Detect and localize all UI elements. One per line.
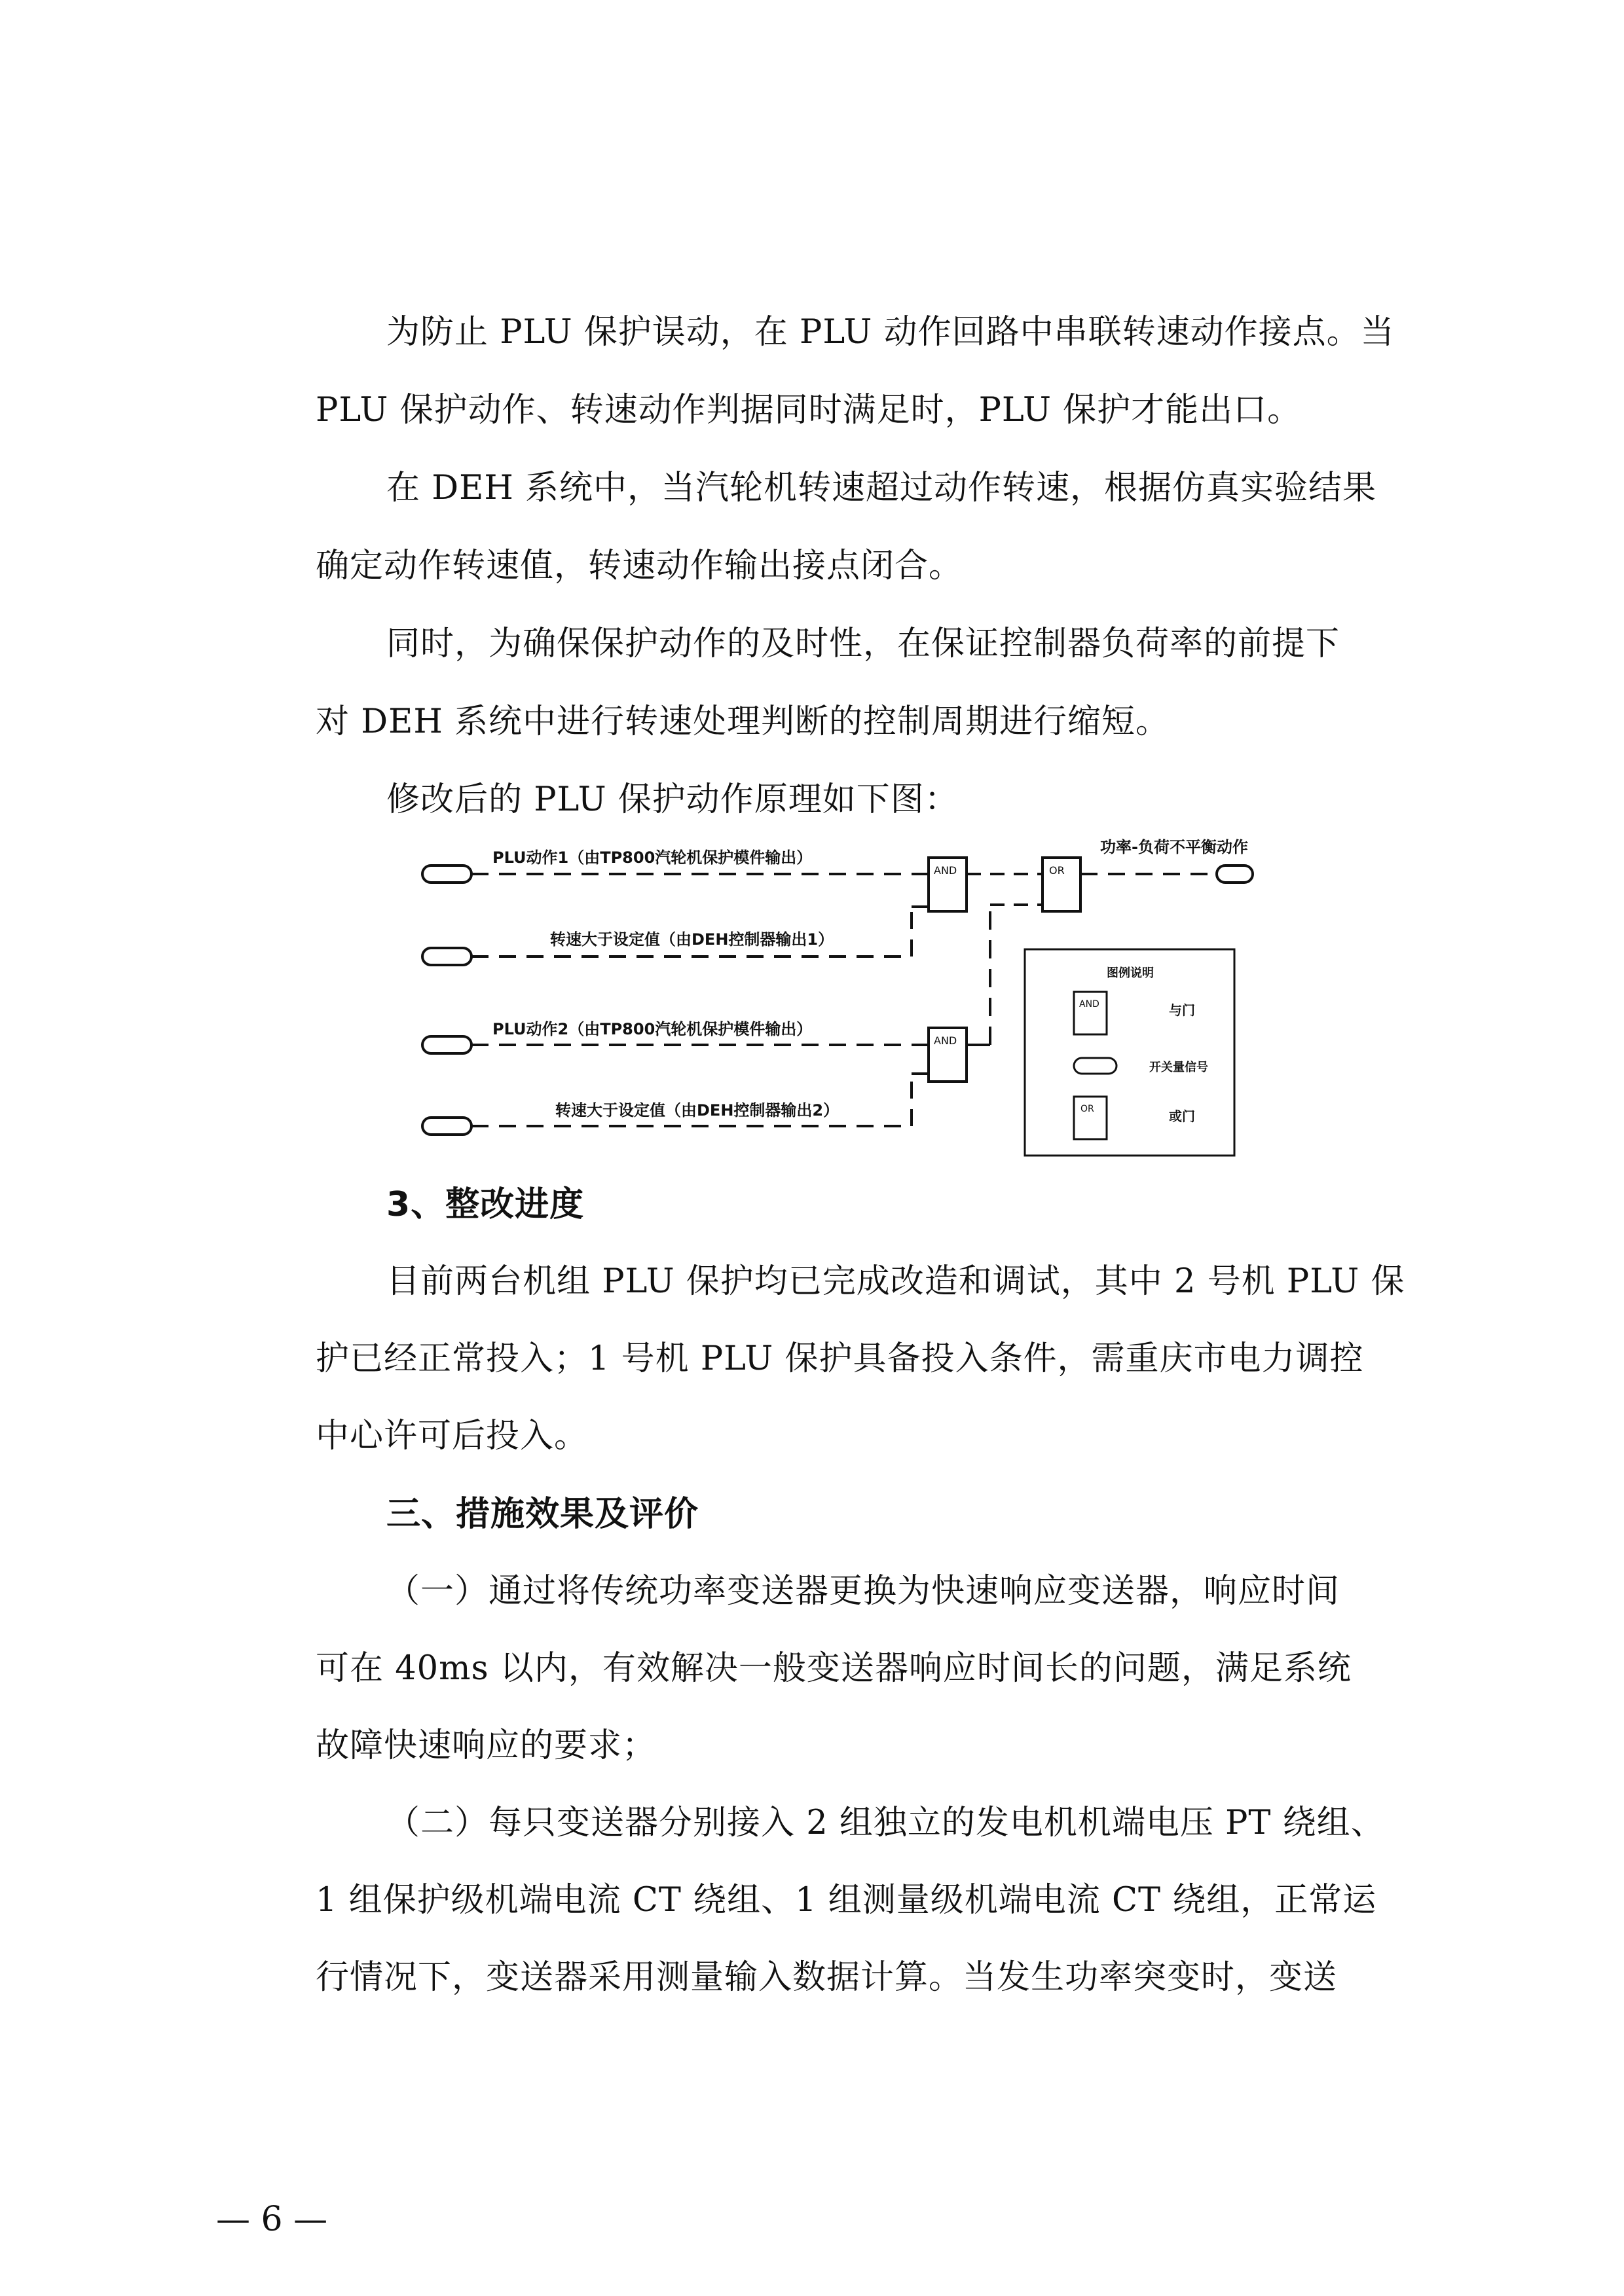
legend-and-label: 与门 <box>1169 1002 1195 1018</box>
legend-or-gate-label: OR <box>1080 1104 1094 1114</box>
or-gate-label: OR <box>1049 864 1065 877</box>
input-4-label: 转速大于设定值（由DEH控制器输出2） <box>555 1101 840 1120</box>
heading-section-three: 三、措施效果及评价 <box>386 1495 699 1534</box>
p3-line1: 同时，为确保保护动作的及时性，在保证控制器负荷率的前提下 <box>386 625 1340 663</box>
and-gate-1-label: AND <box>934 864 957 877</box>
legend-and-gate-label: AND <box>1079 999 1099 1010</box>
p5-line1: 目前两台机组 PLU 保护均已完成改造和调试，其中 2 号机 PLU 保 <box>386 1262 1405 1301</box>
p1-line2: PLU 保护动作、转速动作判据同时满足时，PLU 保护才能出口。 <box>316 391 1302 429</box>
input-1-label: PLU动作1（由TP800汽轮机保护模件输出） <box>492 848 813 867</box>
p7-line2: 1 组保护级机端电流 CT 绕组、1 组测量级机端电流 CT 绕组，正常运 <box>316 1881 1377 1920</box>
p6-line3: 故障快速响应的要求； <box>316 1726 657 1765</box>
and-gate-2-label: AND <box>934 1034 957 1047</box>
p7-line1: （二）每只变送器分别接入 2 组独立的发电机机端电压 PT 绕组、 <box>386 1804 1385 1842</box>
p5-line2: 护已经正常投入；1 号机 PLU 保护具备投入条件，需重庆市电力调控 <box>316 1339 1364 1378</box>
legend-signal-icon <box>1074 1058 1116 1074</box>
p2-line2: 确定动作转速值，转速动作输出接点闭合。 <box>316 547 963 585</box>
p1-line1: 为防止 PLU 保护误动，在 PLU 动作回路中串联转速动作接点。当 <box>386 313 1395 352</box>
heading-3-rectification-progress: 3、整改进度 <box>386 1185 585 1224</box>
legend-or-label: 或门 <box>1169 1108 1195 1124</box>
signal-output-icon <box>1217 866 1253 883</box>
page-number: — 6 — <box>216 2200 328 2239</box>
signal-input-4-icon <box>422 1118 471 1135</box>
legend-and-icon <box>1074 992 1107 1034</box>
signal-input-1-icon <box>422 866 471 883</box>
output-label: 功率-负荷不平衡动作 <box>1100 838 1248 856</box>
input-3-label: PLU动作2（由TP800汽轮机保护模件输出） <box>492 1020 813 1038</box>
p6-line1: （一）通过将传统功率变送器更换为快速响应变送器，响应时间 <box>386 1572 1340 1611</box>
p3-line2: 对 DEH 系统中进行转速处理判断的控制周期进行缩短。 <box>316 702 1170 741</box>
signal-input-3-icon <box>422 1036 471 1053</box>
signal-input-2-icon <box>422 948 471 965</box>
legend-signal-label: 开关量信号 <box>1149 1061 1208 1074</box>
p4-line1: 修改后的 PLU 保护动作原理如下图： <box>386 780 959 819</box>
legend-title: 图例说明 <box>1107 966 1154 980</box>
p5-line3: 中心许可后投入。 <box>316 1417 589 1455</box>
legend-or-icon <box>1074 1097 1107 1139</box>
p2-line1: 在 DEH 系统中，当汽轮机转速超过动作转速，根据仿真实验结果 <box>386 469 1377 507</box>
legend-box <box>1025 949 1234 1156</box>
input-2-label: 转速大于设定值（由DEH控制器输出1） <box>550 930 834 949</box>
p7-line3: 行情况下，变送器采用测量输入数据计算。当发生功率突变时，变送 <box>316 1958 1338 1997</box>
p6-line2: 可在 40ms 以内，有效解决一般变送器响应时间长的问题，满足系统 <box>316 1649 1352 1688</box>
